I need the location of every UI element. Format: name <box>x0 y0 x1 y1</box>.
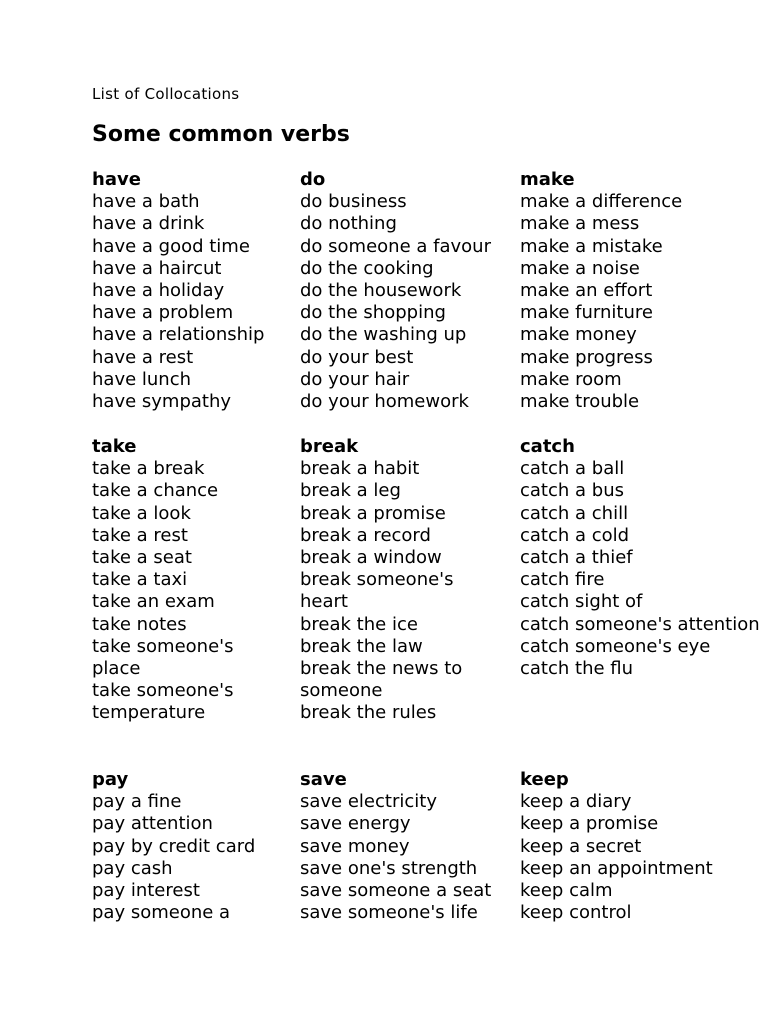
collocation-item: take a look <box>92 502 191 524</box>
collocation-item: place <box>92 658 141 680</box>
group-heading: have <box>92 169 141 190</box>
collocation-item: break a record <box>300 524 431 546</box>
collocation-item: do business <box>300 191 407 213</box>
group-heading: take <box>92 436 137 457</box>
collocation-item: have a problem <box>92 302 234 324</box>
collocation-item: do nothing <box>300 213 397 235</box>
collocation-item: make a difference <box>520 191 683 213</box>
collocation-item: have a bath <box>92 191 200 213</box>
group-take <box>92 436 234 725</box>
collocation-item: pay a fine <box>92 791 182 813</box>
collocation-item: pay attention <box>92 813 213 835</box>
collocation-item: pay someone a <box>92 902 231 924</box>
collocation-item: have sympathy <box>92 391 232 413</box>
collocation-item: make progress <box>520 346 653 368</box>
collocation-item: make an effort <box>520 280 653 302</box>
group-save <box>300 769 491 924</box>
collocation-item: do your best <box>300 346 414 368</box>
collocation-item: catch someone's attention <box>520 613 760 635</box>
group-have <box>92 169 264 413</box>
collocation-item: break the law <box>300 635 423 657</box>
collocation-item: catch a chill <box>520 502 629 524</box>
collocation-item: do the washing up <box>300 324 467 346</box>
group-heading: do <box>300 169 326 190</box>
collocation-item: catch fire <box>520 569 605 591</box>
collocation-item: do someone a favour <box>300 235 491 257</box>
collocation-item: catch sight of <box>520 591 643 613</box>
collocation-item: do the housework <box>300 280 462 302</box>
collocation-item: have lunch <box>92 368 192 390</box>
collocation-item: pay by credit card <box>92 835 256 857</box>
collocation-item: have a rest <box>92 346 194 368</box>
collocation-item: keep control <box>520 902 632 924</box>
group-heading: break <box>300 436 359 457</box>
collocation-item: someone <box>300 680 383 702</box>
group-break <box>300 436 462 725</box>
collocation-item: break a habit <box>300 458 420 480</box>
collocation-item: have a relationship <box>92 324 265 346</box>
collocation-item: take a seat <box>92 547 192 569</box>
collocation-item: keep calm <box>520 880 613 902</box>
collocation-item: break the ice <box>300 613 418 635</box>
group-do <box>300 169 491 413</box>
collocation-item: have a haircut <box>92 257 222 279</box>
collocation-item: have a drink <box>92 213 205 235</box>
collocation-item: save energy <box>300 813 411 835</box>
collocation-item: do your homework <box>300 391 469 413</box>
collocation-item: keep a promise <box>520 813 659 835</box>
collocation-item: take someone's <box>92 680 234 702</box>
collocation-item: make furniture <box>520 302 653 324</box>
collocation-item: do your hair <box>300 368 410 390</box>
collocation-item: save one's strength <box>300 857 478 879</box>
collocation-item: catch a bus <box>520 480 624 502</box>
group-keep <box>520 769 713 924</box>
collocation-item: take notes <box>92 613 187 635</box>
group-catch <box>520 436 760 680</box>
collocation-item: catch a thief <box>520 547 633 569</box>
collocation-item: take a taxi <box>92 569 188 591</box>
collocation-item: pay cash <box>92 857 173 879</box>
group-heading: keep <box>520 769 569 790</box>
collocation-item: heart <box>300 591 348 613</box>
collocation-item: break the news to <box>300 658 463 680</box>
collocation-item: make a mistake <box>520 235 663 257</box>
collocation-item: catch a cold <box>520 524 630 546</box>
group-pay <box>92 769 255 924</box>
collocation-item: keep a secret <box>520 835 642 857</box>
collocation-item: do the cooking <box>300 257 434 279</box>
collocation-item: break someone's <box>300 569 454 591</box>
collocation-item: make trouble <box>520 391 640 413</box>
collocation-item: take an exam <box>92 591 215 613</box>
group-make <box>520 169 682 413</box>
collocation-item: break a leg <box>300 480 401 502</box>
collocation-item: have a good time <box>92 235 250 257</box>
collocation-item: keep an appointment <box>520 857 713 879</box>
collocation-item: catch the flu <box>520 658 634 680</box>
collocation-item: take a break <box>92 458 205 480</box>
collocation-item: temperature <box>92 702 206 724</box>
group-heading: save <box>300 769 347 790</box>
group-heading: catch <box>520 436 575 457</box>
group-heading: pay <box>92 769 129 790</box>
page-title: Some common verbs <box>92 122 350 147</box>
collocation-item: break a promise <box>300 502 446 524</box>
collocation-item: make room <box>520 368 622 390</box>
collocation-item: make a noise <box>520 257 640 279</box>
collocation-item: catch someone's eye <box>520 635 711 657</box>
collocation-item: take someone's <box>92 635 234 657</box>
collocation-item: catch a ball <box>520 458 625 480</box>
collocation-item: do the shopping <box>300 302 446 324</box>
group-heading: make <box>520 169 575 190</box>
document-header: List of Collocations <box>92 85 240 103</box>
collocation-item: keep a diary <box>520 791 632 813</box>
collocation-item: have a holiday <box>92 280 225 302</box>
collocation-item: make money <box>520 324 637 346</box>
collocation-item: save electricity <box>300 791 437 813</box>
collocation-item: save money <box>300 835 410 857</box>
collocation-item: pay interest <box>92 880 200 902</box>
collocation-item: break the rules <box>300 702 437 724</box>
collocation-item: take a rest <box>92 524 188 546</box>
collocation-item: take a chance <box>92 480 219 502</box>
collocation-item: make a mess <box>520 213 640 235</box>
collocation-item: save someone a seat <box>300 880 492 902</box>
collocation-item: break a window <box>300 547 442 569</box>
collocation-item: save someone's life <box>300 902 478 924</box>
